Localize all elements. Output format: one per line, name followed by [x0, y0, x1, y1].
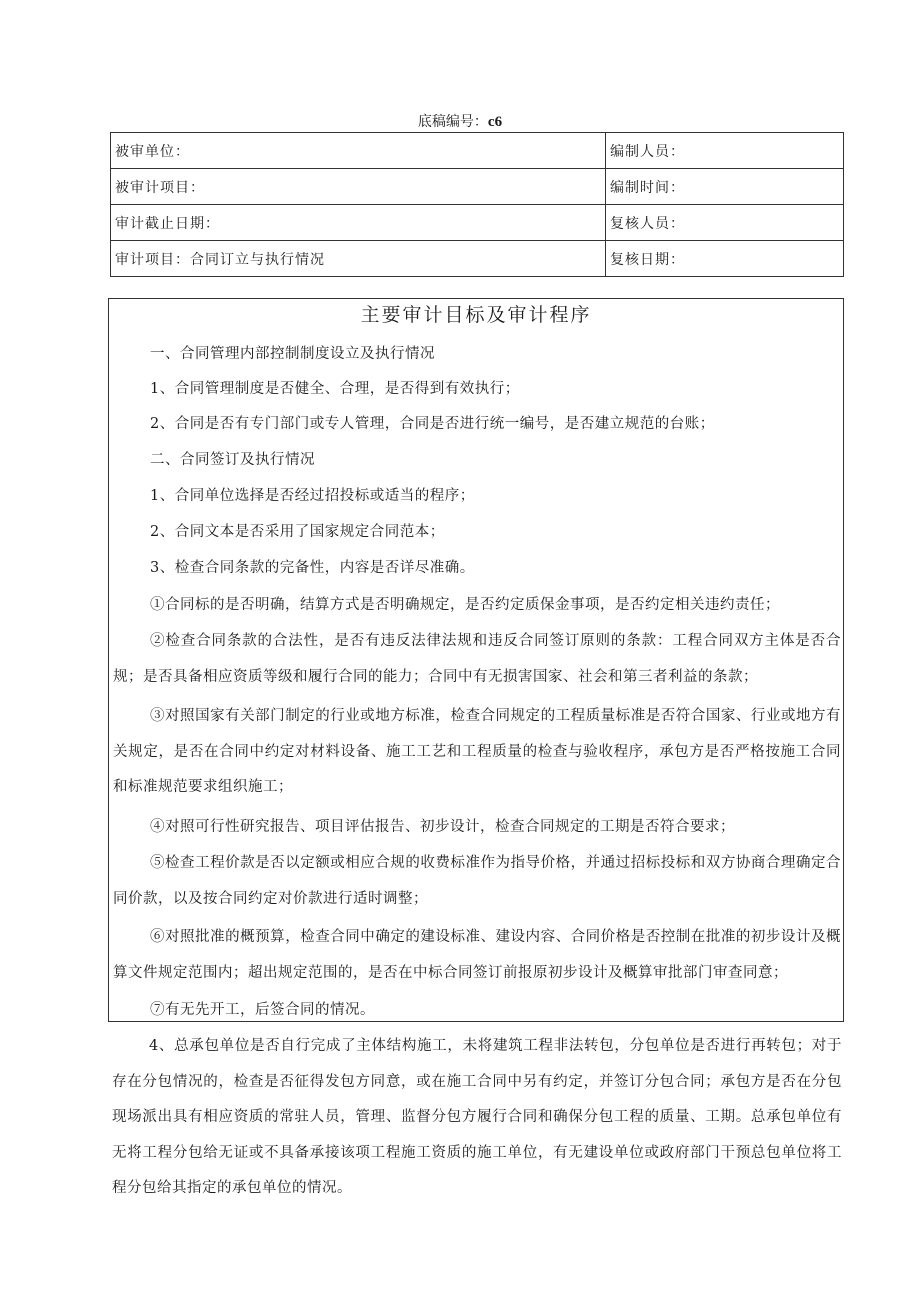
document-code-value: c6 [487, 114, 503, 130]
list-item: ⑦有无先开工，后签合同的情况。 [150, 1002, 375, 1018]
audited-unit-cell: 被审单位： [111, 133, 606, 169]
list-item: ⑤检查工程价款是否以定额或相应合规的收费标准作为指导价格，并通过招标投标和双方协商合理确定合同价款，以及按合同约定对价款进行适时调整； [113, 855, 841, 907]
table-row [111, 169, 844, 205]
list-item: ③对照国家有关部门制定的行业或地方标准，检查合同规定的工程质量标准是否符合国家、行业或地方有关规定，是否在合同中约定对材料设备、施工工艺和工程质量的检查与验收程序，承包方是否严格按施工合同和标准规范要求组织施工； [113, 708, 841, 795]
subcontract-check-paragraph: 4、总承包单位是否自行完成了主体结构施工，未将建筑工程非法转包，分包单位是否进行再转包；对于存在分包情况的，检查是否征得发包方同意，或在施工合同中另有约定，并签订分包合同；承包方是否在分包现场派出具有相应资质的常驻人员，管理、监督分包方履行合同和确保分包工程的质量、工期。总承包单位有无将工程分包给无证或不具备承接该项工程施工资质的施工单位，有无建设单位或政府部门干预总包单位将工程分包给其指定的承包单位的情况。 [112, 1038, 842, 1196]
section-heading: 二、合同签订及执行情况 [150, 452, 315, 468]
section-heading: 一、合同管理内部控制制度设立及执行情况 [150, 346, 435, 362]
list-item: 3、检查合同条款的完备性，内容是否详尽准确。 [150, 560, 475, 576]
list-item: 1、合同单位选择是否经过招投标或适当的程序； [150, 488, 475, 504]
audit-objectives-box [108, 298, 844, 1022]
table-row [111, 241, 844, 277]
list-item: ①合同标的是否明确，结算方式是否明确规定，是否约定质保金事项，是否约定相关违约责任； [150, 597, 780, 613]
audit-item-cell: 审计项目：合同订立与执行情况 [111, 241, 606, 277]
list-item: 2、合同文本是否采用了国家规定合同范本； [150, 524, 445, 540]
table-row [111, 133, 844, 169]
preparer-cell: 编制人员： [606, 133, 844, 169]
document-code-label: 底稿编号： [417, 114, 488, 130]
document-code-line [0, 112, 920, 132]
audit-cutoff-date-cell: 审计截止日期： [111, 205, 606, 241]
list-item: ⑥对照批准的概预算，检查合同中确定的建设标准、建设内容、合同价格是否控制在批准的初步设计及概算文件规定范围内；超出规定范围的，是否在中标合同签订前报原初步设计及概算审批部门审查同意； [113, 929, 841, 981]
list-item: 1、合同管理制度是否健全、合理，是否得到有效执行； [150, 381, 520, 397]
header-info-table [110, 132, 844, 277]
reviewer-cell: 复核人员： [606, 205, 844, 241]
list-item: ②检查合同条款的合法性，是否有违反法律法规和违反合同签订原则的条款：工程合同双方主体是否合规；是否具备相应资质等级和履行合同的能力；合同中有无损害国家、社会和第三者利益的条款； [113, 633, 841, 685]
list-item: 2、合同是否有专门部门或专人管理，合同是否进行统一编号，是否建立规范的台账； [150, 416, 715, 432]
review-date-cell: 复核日期： [606, 241, 844, 277]
table-row [111, 205, 844, 241]
prepare-date-cell: 编制时间： [606, 169, 844, 205]
list-item: ④对照可行性研究报告、项目评估报告、初步设计，检查合同规定的工期是否符合要求； [150, 819, 735, 835]
audited-project-cell: 被审计项目： [111, 169, 606, 205]
box-title: 主要审计目标及审计程序 [360, 304, 592, 326]
